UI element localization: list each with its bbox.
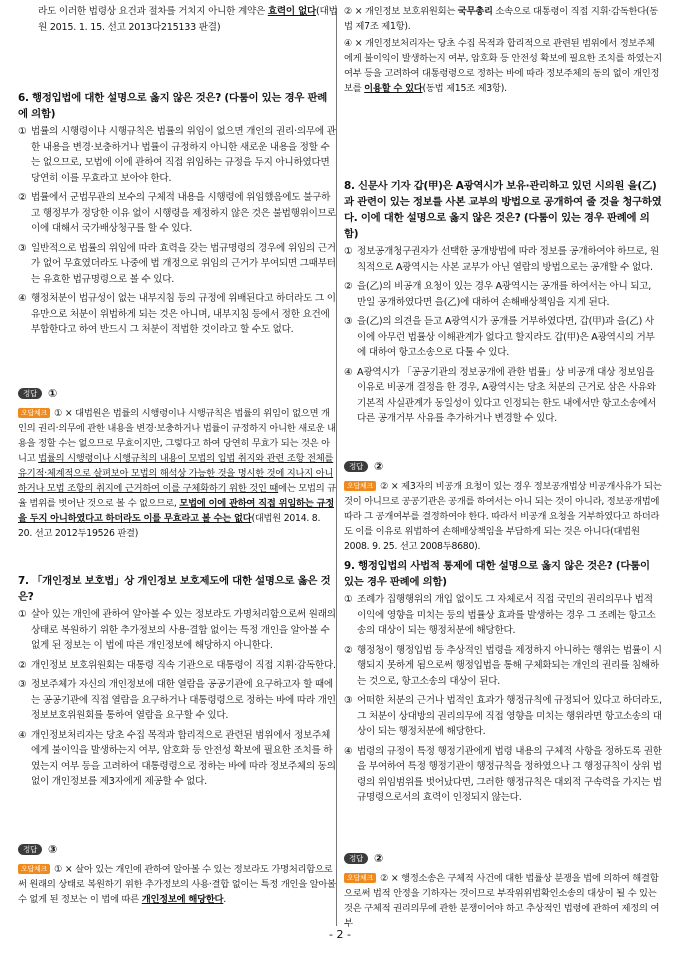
intro-text: 라도 이러한 법령상 요건과 절차를 거치지 아니한 계약은 bbox=[38, 6, 268, 17]
option-number: ④ bbox=[18, 293, 27, 304]
answer-number: ① bbox=[48, 387, 58, 400]
option-text: A광역시가 「공공기관의 정보공개에 관한 법률」상 비공개 대상 정보임을 이유로 비공개 결정을 한 경우, A광역시는 당초 처분의 근거로 삼은 사유와 기본적 사실관계가 동일성이 있다고 인정되는 한도 내에서만 항고소송에서 다른 공개거부 사유를 추가하거나 변경할 수 있다. bbox=[357, 366, 657, 424]
q8-option-2[interactable] bbox=[344, 279, 662, 310]
explanation-underline: 법률의 시행령이나 시행규칙의 내용이 모법의 입법 취지와 관련 조항 전체를 유기적·체계적으로 살펴보아 모법의 해석상 가능한 것을 명시한 것에 지나지 아니하거나 모법 조항의 취지에 근거하여 이를 구체화하기 위한 것인 때 bbox=[18, 452, 334, 494]
question-9-title: 9. 행정입법의 사법적 통제에 대한 설명으로 옳지 않은 것은? (다툼이 있는 경우 판례에 의함) bbox=[344, 560, 650, 588]
option-number: ③ bbox=[18, 679, 27, 690]
intro-citation: (대법원 2015. 1. 15. 선고 2013다215133 판결) bbox=[38, 6, 338, 33]
question-8-title: 8. 신문사 기자 갑(甲)은 A광역시가 보유·관리하고 있던 시의원 을(乙)과 관련이 있는 정보를 사본 교부의 방법으로 공개하여 줄 것을 청구하였다. 이에 대한 설명으로 옳지 않은 것은? (다툼이 있는 경우 판례에 의함) bbox=[344, 180, 662, 240]
answer-badge: 정답 bbox=[344, 853, 368, 864]
option-text: 행정처분이 법규성이 없는 내부지침 등의 규정에 위배된다고 하더라도 그 이유만으로 처분이 위법하게 되는 것은 아니며, 내부지침 등에서 정한 요건에 부합한다고 하여 반드시 그 처분이 적법한 것이라고 할 수도 없다. bbox=[31, 293, 336, 335]
q9-option-1[interactable] bbox=[344, 592, 662, 639]
page-number: - 2 - bbox=[329, 928, 351, 941]
q7-option-1[interactable] bbox=[18, 607, 336, 654]
q6-option-4[interactable] bbox=[18, 291, 336, 338]
q7-option-2[interactable] bbox=[18, 658, 336, 674]
option-text: 개인정보 보호위원회는 대통령 직속 기관으로 대통령이 직접 지휘·감독한다. bbox=[31, 659, 336, 671]
q9-option-2[interactable] bbox=[344, 643, 662, 690]
q8-option-4[interactable] bbox=[344, 365, 662, 427]
option-text: 법률에서 군법무관의 보수의 구체적 내용을 시행령에 위임했음에도 불구하고 행정부가 정당한 이유 없이 시행령을 제정하지 않은 것은 불법행위이므로 이에 대해서 국가배상청구를 할 수 있다. bbox=[31, 192, 336, 234]
option-number: ③ bbox=[18, 242, 27, 254]
q7-continued bbox=[344, 4, 662, 96]
option-text: 을(乙)의 비공개 요청이 있는 경우 A광역시는 공개를 하여서는 아니 되고, 만일 공개하였다면 을(乙)에 대하여 손해배상책임을 지게 된다. bbox=[357, 281, 652, 308]
option-number: ② bbox=[344, 281, 353, 292]
question-6 bbox=[18, 90, 336, 338]
option-number: ① bbox=[18, 609, 27, 620]
intro-paragraph bbox=[38, 4, 338, 35]
option-number: ① bbox=[344, 594, 353, 605]
option-number: ② bbox=[344, 644, 353, 656]
option-text: 어떠한 처분의 근거나 법적인 효과가 행정규칙에 규정되어 있다고 하더라도, 그 처분이 상대방의 권리의무에 직접 영향을 미치는 행위라면 항고소송의 대상이 되는 행정처분에 해당한다. bbox=[357, 695, 662, 737]
explanation-text: ④ × 개인정보처리자는 당초 수집 목적과 합리적으로 관련된 범위에서 정보주체에게 불이익이 발생하는지 여부, 암호화 등 안전성 확보에 필요한 조치를 하였는지 여부 등을 고려하여 대통령령으로 정하는 바에 따라 정보주체의 동의 없이 개인정보를 bbox=[344, 38, 662, 94]
question-9 bbox=[344, 558, 662, 806]
option-text: 행정청이 행정입법 등 추상적인 법령을 제정하지 아니하는 행위는 법률이 시행되지 못하게 됨으로써 행정입법을 통해 구체화되는 개인의 권리를 침해하는 것으로, 항고소송의 대상이 된다. bbox=[357, 644, 662, 687]
q8-answer-block bbox=[344, 459, 662, 554]
explanation-text: (동법 제15조 제3항). bbox=[422, 83, 507, 94]
option-text: 개인정보처리자는 당초 수집 목적과 합리적으로 관련된 범위에서 정보주체에게 불이익을 발생하는지 여부, 암호화 등 안전성 확보에 필요한 조치를 하였는지 여부 등을 고려하여 대통령령으로 정하는 바에 따라 정보주체의 동의 없이 개인정보를 제3자에게 제공할 수 없다. bbox=[31, 729, 336, 787]
option-number: ④ bbox=[344, 366, 353, 378]
q9-option-3[interactable] bbox=[344, 693, 662, 740]
explanation-emphasis: 개인정보에 해당한다 bbox=[141, 893, 224, 905]
q6-option-1[interactable] bbox=[18, 124, 336, 186]
answer-number: ② bbox=[374, 460, 384, 473]
q6-explanation bbox=[18, 406, 336, 541]
option-number: ③ bbox=[344, 695, 353, 706]
explanation-text: ② × 제3자의 비공개 요청이 있는 경우 정보공개법상 비공개사유가 되는 것이 아니므로 공공기관은 공개를 하여서는 아니 되는 것이 아니라, 정보공개법에 따라 그 공개여부를 결정하여야 한다. 따라서 비공개 요청을 거부하였다고 하더라도 이를 이유로 위법하여 손해배상책임을 부담하게 되는 것은 아니다(대법원 2008. 9. 25. 선고 2008두8680). bbox=[344, 480, 662, 552]
q7-cont-item-4 bbox=[344, 36, 662, 96]
q7-option-3[interactable] bbox=[18, 677, 336, 724]
answer-badge: 정답 bbox=[18, 388, 42, 399]
explanation-text: . bbox=[223, 893, 227, 905]
explanation-emphasis: 모법에 이에 관하여 직접 위임하는 규정을 두지 아니하였다고 하더라도 이를 무효라고 볼 수는 없다 bbox=[18, 497, 334, 524]
q6-option-2[interactable] bbox=[18, 190, 336, 237]
q8-option-3[interactable] bbox=[344, 314, 662, 361]
explanation-text: ① × 대법원은 법률의 시행령이나 시행규칙은 법률의 위임이 없으면 개인의 권리·의무에 관한 내용을 변경·보충하거나 법률이 규정하지 아니한 새로운 내용을 정할 수는 없으므로 무효이지만, 그렇다고 하여 당연히 무효가 되는 것은 아니고 bbox=[18, 407, 336, 464]
option-number: ③ bbox=[344, 316, 353, 327]
q9-answer-block bbox=[344, 851, 662, 931]
option-text: 조례가 집행행위의 개입 없이도 그 자체로서 직접 국민의 권리의무나 법적 이익에 영향을 미치는 등의 법률상 효과를 발생하는 경우 그 조례는 항고소송의 대상이 되는 행정처분에 해당한다. bbox=[357, 594, 656, 636]
option-text: 일반적으로 법률의 위임에 따라 효력을 갖는 법규명령의 경우에 위임의 근거가 없어 무효였더라도 나중에 법 개정으로 위임의 근거가 부여되면 그때부터는 유효한 법규명령으로 볼 수 있다. bbox=[31, 242, 336, 285]
explanation-citation: (대법원 2014. 8. 20. 선고 2012두19526 판결) bbox=[18, 512, 321, 539]
explanation-text: ① × 살아 있는 개인에 관하여 알아볼 수 있는 정보라도 가명처리함으로써 원래의 상태로 복원하기 위한 추가정보의 사용·결합 없이는 특정 개인을 알아볼 수 없게 된 정보는 이 법에 따른 bbox=[18, 863, 336, 905]
explanation-text: 소속으로 대통령이 직접 지휘·감독한다(동법 제7조 제1항). bbox=[344, 6, 659, 32]
option-text: 정보주체가 자신의 개인정보에 대한 열람을 공공기관에 요구하고자 할 때에는 공공기관에 직접 열람을 요구하거나 대통령령으로 정하는 바에 따라 개인정보보호위원회를 통하여 열람을 요구할 수 있다. bbox=[31, 679, 336, 721]
q9-option-4[interactable] bbox=[344, 744, 662, 806]
question-6-title: 6. 행정입법에 대한 설명으로 옳지 않은 것은? (다툼이 있는 경우 판례에 의함) bbox=[18, 92, 328, 120]
question-8 bbox=[344, 178, 662, 427]
option-number: ④ bbox=[18, 729, 27, 741]
question-7 bbox=[18, 573, 336, 790]
q9-explanation bbox=[344, 871, 662, 931]
column-divider bbox=[336, 8, 337, 926]
option-number: ② bbox=[18, 192, 27, 203]
option-text: 정보공개청구권자가 선택한 공개방법에 따라 정보를 공개하여야 하므로, 원칙적으로 A광역시는 사본 교부가 아닌 열람의 방법으로는 공개할 수 없다. bbox=[357, 246, 659, 273]
explanation-text: ② × 행정소송은 구체적 사건에 대한 법률상 분쟁을 법에 의하여 해결함으로써 법적 안정을 기하자는 것이므로 부작위위법확인소송의 대상이 될 수 있는 것은 구체적 권리의무에 관한 분쟁이어야 하고 추상적인 법령에 관하여 제정의 여부 bbox=[344, 872, 660, 929]
check-badge: 오답체크 bbox=[18, 408, 50, 418]
answer-number: ② bbox=[374, 852, 384, 865]
check-badge: 오답체크 bbox=[344, 481, 376, 491]
option-text: 법령의 규정이 특정 행정기관에게 법령 내용의 구체적 사항을 정하도록 권한을 부여하여 특정 행정기관이 행정규칙을 정하였으나 그 행정규칙이 상위 법령의 위임범위를 벗어났다면, 그러한 행정규칙은 대외적 구속력을 가지는 법규명령으로서의 효력이 인정되지 않는다. bbox=[357, 745, 662, 803]
answer-badge: 정답 bbox=[344, 461, 368, 472]
explanation-text: ② × 개인정보 보호위원회는 bbox=[344, 6, 458, 17]
q7-explanation bbox=[18, 862, 336, 907]
option-text: 을(乙)의 의견을 듣고 A광역시가 공개를 거부하였다면, 갑(甲)과 을(乙) 사이에 아무런 법률상 이해관계가 없다고 할지라도 갑(甲)은 A광역시의 거부에 대하여 항고소송으로 다툴 수 있다. bbox=[357, 316, 655, 358]
explanation-emphasis: 이용할 수 있다 bbox=[364, 83, 423, 94]
option-number: ① bbox=[18, 126, 27, 137]
answer-badge: 정답 bbox=[18, 844, 42, 855]
answer-number: ③ bbox=[48, 843, 58, 856]
option-number: ④ bbox=[344, 745, 353, 757]
q8-explanation bbox=[344, 479, 662, 554]
explanation-text: 에는 모법의 규율 범위를 벗어난 것으로 볼 수 없으므로, bbox=[18, 482, 336, 509]
check-badge: 오답체크 bbox=[344, 873, 376, 883]
q7-answer-block bbox=[18, 842, 336, 907]
q8-option-1[interactable] bbox=[344, 244, 662, 275]
check-badge: 오답체크 bbox=[18, 864, 50, 874]
option-text: 법률의 시행령이나 시행규칙은 법률의 위임이 없으면 개인의 권리·의무에 관한 내용을 변경·보충하거나 법률이 규정하지 아니한 새로운 내용을 정할 수는 없으므로, 모법에 이에 관하여 직접 위임하는 규정을 두지 아니하였다면 당연히 이를 무효라고 보아야 한다. bbox=[31, 126, 336, 184]
q7-cont-item-2 bbox=[344, 4, 662, 34]
q7-option-4[interactable] bbox=[18, 728, 336, 790]
q6-option-3[interactable] bbox=[18, 241, 336, 288]
q6-answer-block bbox=[18, 386, 336, 541]
option-text: 살아 있는 개인에 관하여 알아볼 수 있는 정보라도 가명처리함으로써 원래의 상태로 복원하기 위한 추가정보의 사용·결합 없이는 특정 개인을 알아볼 수 없게 된 정보는 이 법에 따른 개인정보에 해당하지 아니한다. bbox=[31, 609, 336, 651]
intro-emphasis: 효력이 없다 bbox=[267, 6, 316, 17]
explanation-emphasis: 국무총리 bbox=[457, 6, 493, 17]
question-7-title: 7. 「개인정보 보호법」상 개인정보 보호제도에 대한 설명으로 옳은 것은? bbox=[18, 575, 331, 603]
option-number: ① bbox=[344, 246, 353, 257]
option-number: ② bbox=[18, 659, 27, 671]
